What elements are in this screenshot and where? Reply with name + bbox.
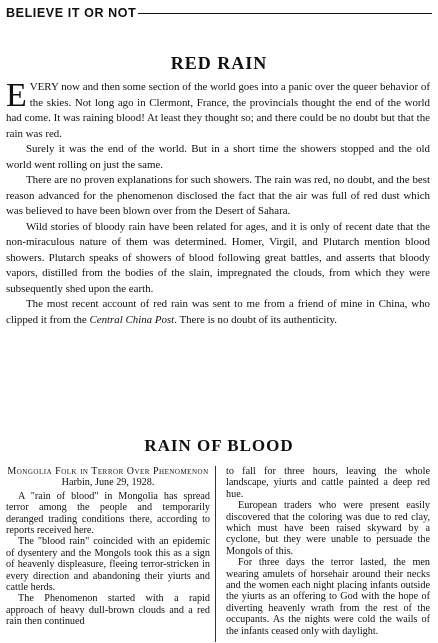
paragraph-3: There are no proven explanations for such showers. The rain was red, no doubt, and the best reason advanced for the phenomenon disclosed the fact that the air was full of red dust which was believed to have been blown over from the Desert of Sahara. bbox=[6, 174, 430, 217]
clipping-dateline: Harbin, June 29, 1928. bbox=[61, 477, 155, 489]
paragraph-4: Wild stories of bloody rain have been related for ages, and it is only of recent date that the non-miraculous nature of them was determined. Homer, Virgil, and Plutarch mention blood showers. Plutarch speaks of showers of blood following great battles, and asserts that bloody vapors, distilled from the bodies of the slain, impregnated the clouds, from which they were subsequently shed upon the earth. bbox=[6, 220, 430, 295]
clipping-paragraph-5: For three days the terror lasted, the men wearing amulets of horsehair around their necks and the women each night placing infants outside the yiurts as an offering to God with the hope of diverting heavenly wrath from the rest of the occupants. As the nights were cold the wails of the infants ceased only with daylight. bbox=[226, 557, 430, 637]
paragraph-5-text-a: The most recent account of red rain was sent to me from a friend of mine in China, who clipped it from the bbox=[6, 298, 430, 326]
clipping-left-column bbox=[6, 466, 210, 628]
red-rain-article bbox=[6, 77, 430, 328]
page-header bbox=[6, 5, 432, 21]
paragraph-2: Surely it was the end of the world. But in a short time the showers stopped and the old world went rolling on just the same. bbox=[6, 143, 430, 171]
clipping-paragraph-2: The "blood rain" coincided with an epidemic of dysentery and the Mongols took this as a sign of heavenly displeasure, fleeing terror-stricken in every direction and abandoning their yiurts and cattle herds. bbox=[6, 536, 210, 594]
clipping-paragraph-3-cont: to fall for three hours, leaving the whole landscape, yiurts and cattle painted a deep red hue. bbox=[226, 466, 430, 500]
paragraph-5-text-b: . There is no doubt of its authenticity. bbox=[174, 313, 337, 326]
column-divider bbox=[215, 466, 216, 642]
paragraph-1-text: VERY now and then some section of the world goes into a panic over the queer behavior of the skies. Not long ago in Clermont, France, the provincials thought the end of the world had come. It was raining blood! At least they thought so; and there could be no doubt but that the rain was red. bbox=[6, 81, 430, 140]
newspaper-name: Central China Post bbox=[89, 313, 175, 326]
drop-cap: E bbox=[6, 77, 27, 114]
paragraph-1 bbox=[6, 77, 430, 142]
header-rule bbox=[138, 13, 432, 14]
clipping-headline: Mongolia Folk in Terror Over Phenomenon bbox=[7, 466, 209, 477]
book-title: BELIEVE IT OR NOT bbox=[6, 6, 137, 20]
clipping-right-column bbox=[226, 466, 430, 637]
clipping-paragraph-3: The Phenomenon started with a rapid approach of heavy dull-brown clouds and a red rain then continued bbox=[6, 593, 210, 628]
clipping-paragraph-4: European traders who were present easily discovered that the coloring was due to red clay, which must have been raised skyward by a cyclone, but they were unable to persuade the Mongols of this. bbox=[226, 500, 430, 557]
clipping-paragraph-1: A "rain of blood" in Mongolia has spread terror among the people and temporarily deranged trading conditions there, according to reports received here. bbox=[6, 490, 210, 537]
red-rain-title: RED RAIN bbox=[170, 53, 268, 73]
paragraph-5 bbox=[6, 297, 430, 328]
rain-of-blood-title: RAIN OF BLOOD bbox=[144, 436, 294, 455]
